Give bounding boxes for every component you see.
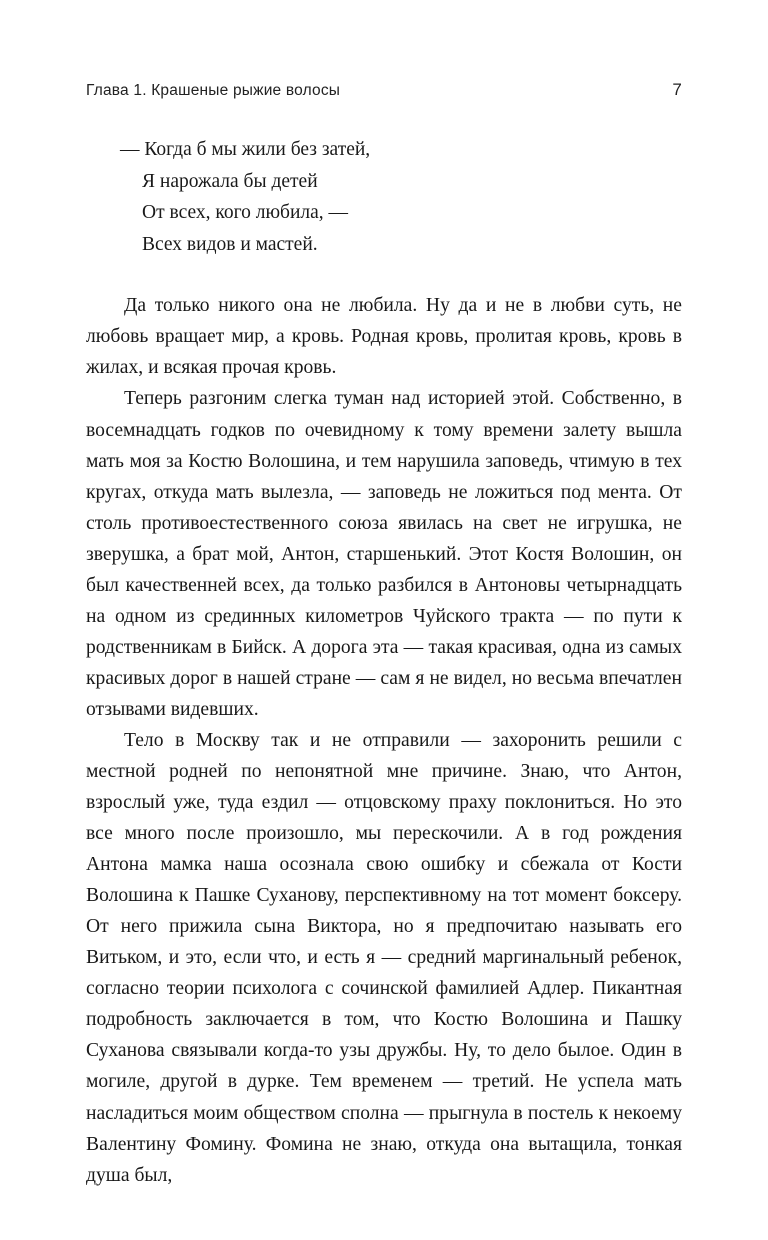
page-content	[86, 80, 682, 1191]
verse-line: Всех видов и мастей.	[142, 233, 318, 255]
running-head	[86, 80, 682, 100]
verse-line: От всех, кого любила, —	[142, 202, 349, 224]
epigraph-verse	[86, 134, 682, 260]
page-number: 7	[672, 80, 682, 99]
body-paragraph: Теперь разгоним слегка туман над историей этой. Собственно, в восемнадцать годков по очевидному к тому времени залету вышла мать моя за Костю Волошина, и тем нарушила заповедь, чтимую в тех кругах, откуда мать вылезла, — заповедь не ложиться под мента. От столь противоестественного союза явилась на свет не игрушка, не зверушка, а брат мой, Антон, старшенький. Этот Костя Волошин, он был качественней всех, да только разбился в Антоновы четырнадцать на одном из срединных километров Чуйского тракта — по пути к родственникам в Бийск. А дорога эта — такая красивая, одна из самых красивых дорог в нашей стране — сам я не видел, но весьма впечатлен отзывами видевших.	[86, 388, 682, 720]
chapter-title: Глава 1. Крашеные рыжие волосы	[86, 82, 341, 99]
body-paragraph: Тело в Москву так и не отправили — захоронить решили с местной родней по непонятной мне причине. Знаю, что Антон, взрослый уже, туда ездил — отцовскому праху поклониться. Но это все много после произошло, мы перескочили. А в год рождения Антона мамка наша осознала свою ошибку и сбежала от Кости Волошина к Пашке Суханову, перспективному на тот момент боксеру. От него прижила сына Виктора, но я предпочитаю называть его Витьком, и это, если что, и есть я — средний маргинальный ребенок, согласно теории психолога с сочинской фамилией Адлер. Пикантная подробность заключается в том, что Костю Волошина и Пашку Суханова связывали когда-то узы дружбы. Ну, то дело былое. Один в могиле, другой в дурке. Тем временем — третий. Не успела мать насладиться моим обществом сполна — прыгнула в постель к некоему Валентину Фомину. Фомина не знаю, откуда она вытащила, тонкая душа был,	[86, 729, 682, 1186]
verse-line: Я нарожала бы детей	[142, 170, 318, 192]
body-paragraph: Да только никого она не любила. Ну да и не в любви суть, не любовь вращает мир, а кровь. Родная кровь, пролитая кровь, кровь в жилах, и всякая прочая кровь.	[86, 295, 682, 379]
verse-line: — Когда б мы жили без затей,	[120, 139, 371, 160]
